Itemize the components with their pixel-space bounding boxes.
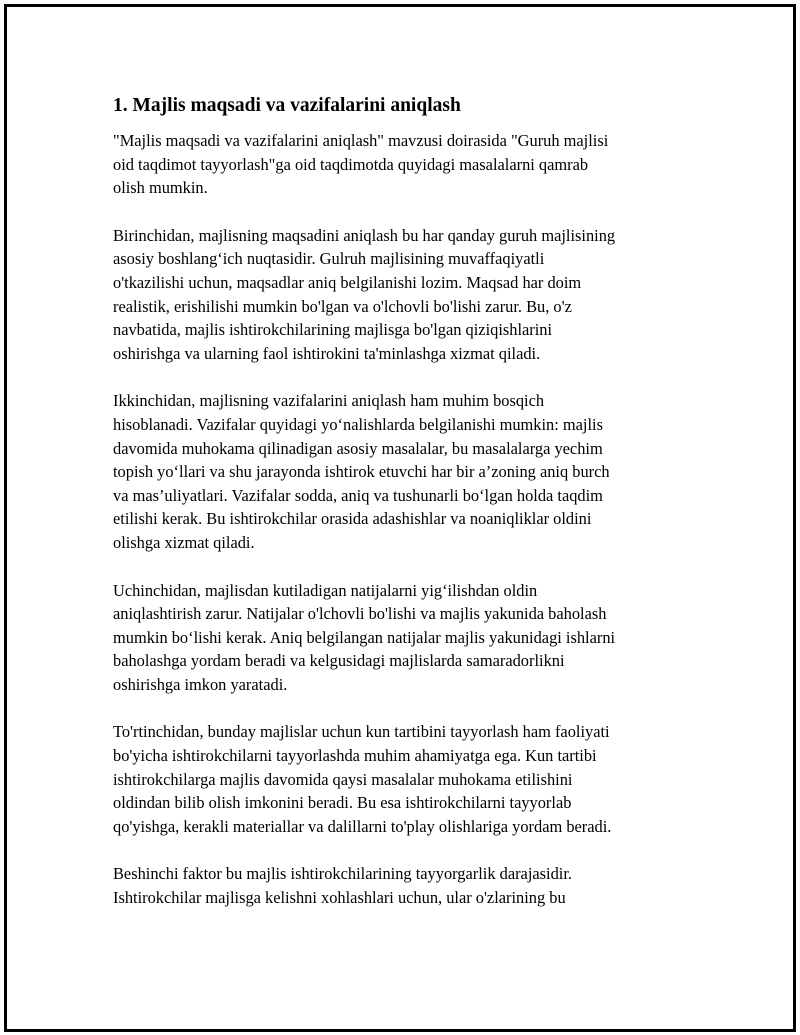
text-line: Beshinchi faktor bu majlis ishtirokchilarining tayyorgarlik darajasidir. (113, 864, 572, 884)
text-line: oshirishga va ularning faol ishtirokini ta'minlashga xizmat qiladi. (113, 343, 541, 363)
text-line: Ishtirokchilar majlisga kelishni xohlashlari uchun, ular o'zlarining bu (113, 888, 566, 908)
text-line: Uchinchidan, majlisdan kutiladigan natijalarni yig‘ilishdan oldin (113, 580, 538, 600)
paragraph-intro (113, 129, 693, 200)
text-line: mumkin bo‘lishi kerak. Aniq belgilangan natijalar majlis yakunidagi ishlarni (113, 627, 616, 647)
text-line: realistik, erishilishi mumkin bo'lgan va o'lchovli bo'lishi zarur. Bu, o'z (113, 296, 572, 316)
text-line: aniqlashtirish zarur. Natijalar o'lchovli bo'lishi va majlis yakunida baholash (113, 604, 607, 624)
document-body (113, 92, 693, 934)
text-line: baholashga yordam beradi va kelgusidagi majlislarda samaradorlikni (113, 651, 565, 671)
section-heading: 1. Majlis maqsadi va vazifalarini aniqlash (113, 95, 461, 116)
text-line: etilishi kerak. Bu ishtirokchilar orasida adashishlar va noaniqliklar oldini (113, 509, 592, 529)
text-line: oshirishga imkon yaratadi. (113, 674, 288, 694)
text-line: olishga xizmat qiladi. (113, 532, 255, 552)
paragraph-first (113, 224, 693, 366)
text-line: qo'yishga, kerakli materiallar va dalillarni to'play olishlariga yordam beradi. (113, 816, 612, 836)
text-line: "Majlis maqsadi va vazifalarini aniqlash" mavzusi doirasida "Guruh majlisi (113, 131, 609, 150)
text-line: o'tkazilishi uchun, maqsadlar aniq belgilanishi lozim. Maqsad har doim (113, 272, 582, 292)
paragraph-fifth (113, 862, 693, 909)
text-line: asosiy boshlang‘ich nuqtasidir. Gulruh majlisining muvaffaqiyatli (113, 249, 545, 269)
text-line: olish mumkin. (113, 178, 208, 198)
text-line: Ikkinchidan, majlisning vazifalarini aniqlash ham muhim bosqich (113, 391, 545, 411)
text-line: hisoblanadi. Vazifalar quyidagi yo‘nalishlarda belgilanishi mumkin: majlis (113, 414, 603, 434)
text-line: navbatida, majlis ishtirokchilarining majlisga bo'lgan qiziqishlarini (113, 320, 553, 340)
paragraph-third (113, 579, 693, 697)
text-line: To'rtinchidan, bunday majlislar uchun kun tartibini tayyorlash ham faoliyati (113, 722, 610, 742)
text-line: Birinchidan, majlisning maqsadini aniqlash bu har qanday guruh majlisining (113, 225, 616, 245)
text-line: ishtirokchilarga majlis davomida qaysi masalalar muhokama etilishini (113, 769, 573, 789)
text-line: bo'yicha ishtirokchilarni tayyorlashda muhim ahamiyatga ega. Kun tartibi (113, 746, 597, 766)
text-line: va mas’uliyatlari. Vazifalar sodda, aniq va tushunarli bo‘lgan holda taqdim (113, 485, 603, 505)
text-line: oldindan bilib olish imkonini beradi. Bu esa ishtirokchilarni tayyorlab (113, 793, 572, 813)
paragraph-fourth (113, 720, 693, 838)
paragraph-second (113, 389, 693, 554)
text-line: davomida muhokama qilinadigan asosiy masalalar, bu masalalarga yechim (113, 438, 603, 458)
text-line: oid taqdimot tayyorlash"ga oid taqdimotda quyidagi masalalarni qamrab (113, 154, 589, 174)
text-line: topish yo‘llari va shu jarayonda ishtirok etuvchi har bir a’zoning aniq burch (113, 462, 610, 482)
